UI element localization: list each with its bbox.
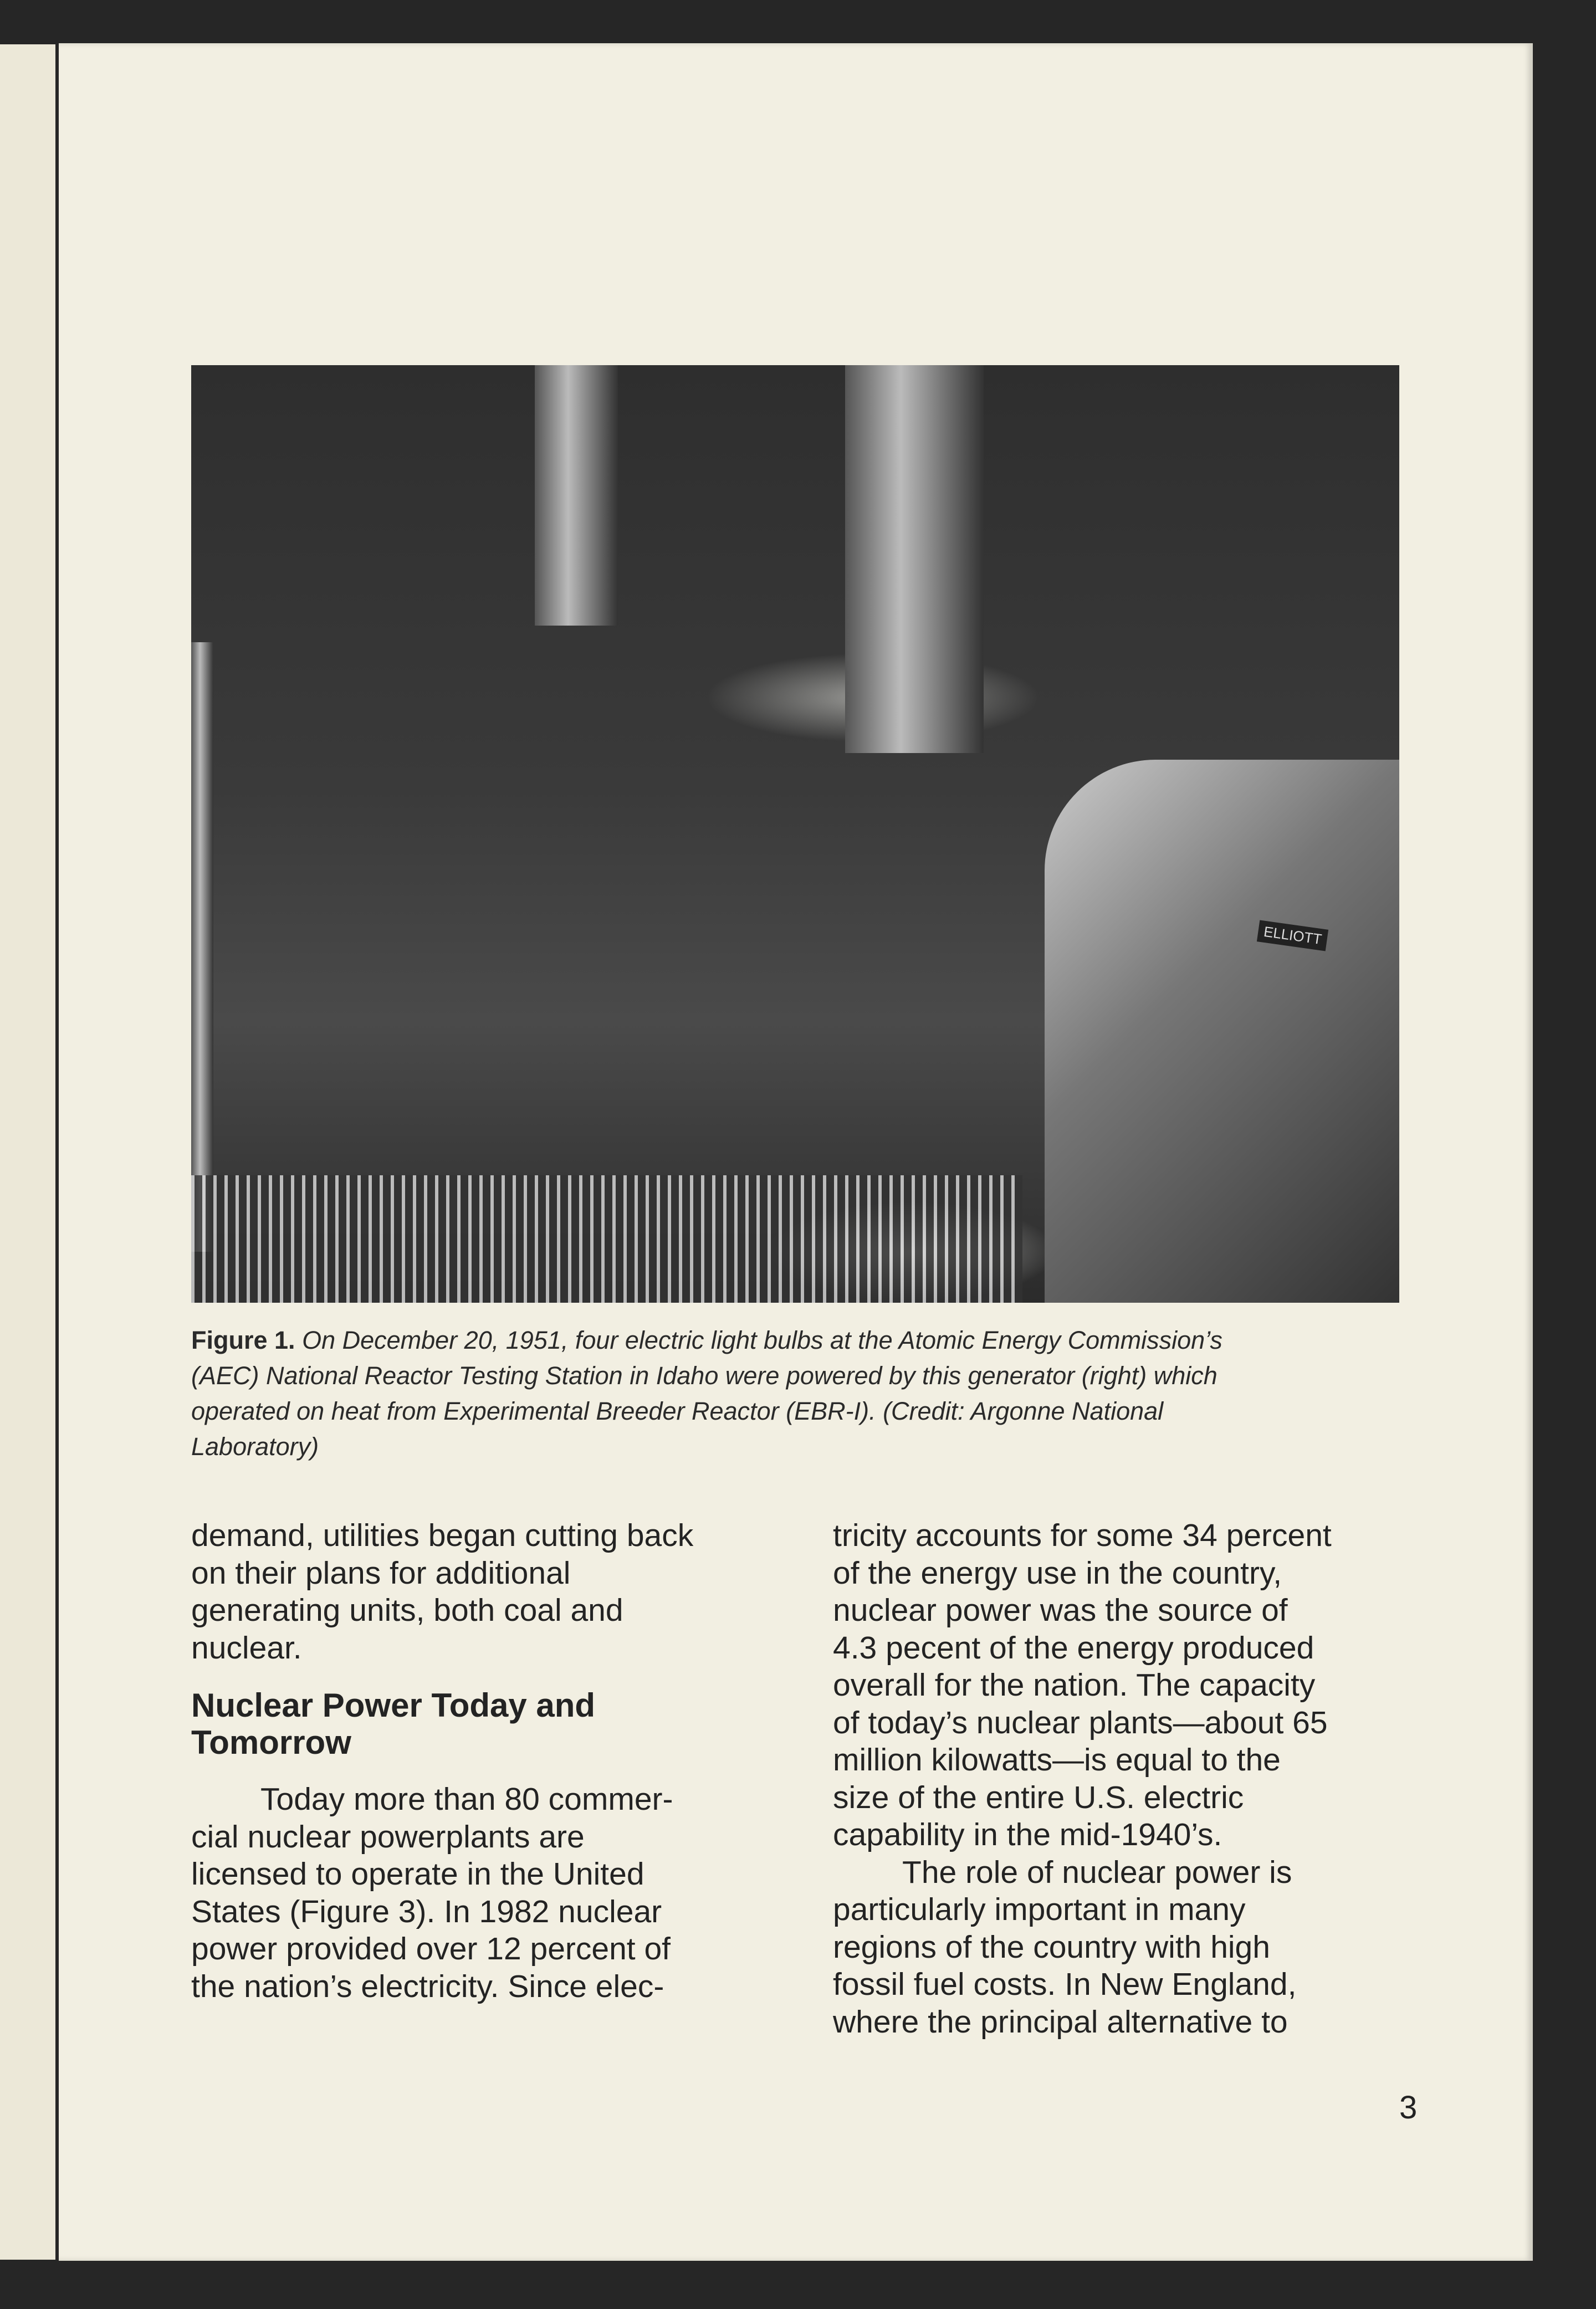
caption-line: Laboratory) [191,1432,319,1461]
text-line: licensed to operate in the United [191,1856,644,1892]
text-line: demand, utilities began cutting back [191,1518,694,1553]
text-line: fossil fuel costs. In New England, [833,1967,1297,2002]
text-line: capability in the mid-1940’s. [833,1817,1222,1852]
text-line: Today more than 80 commer- [260,1781,673,1817]
paragraph [191,1517,779,1667]
paragraph [191,1781,779,2005]
text-line: generating units, both coal and [191,1593,623,1628]
text-line: tricity accounts for some 34 percent [833,1518,1332,1553]
text-line: The role of nuclear power is [902,1854,1292,1890]
generator-nameplate: ELLIOTT [1256,920,1328,951]
text-line: nuclear power was the source of [833,1593,1288,1628]
heading-line: Tomorrow [191,1724,351,1761]
text-line: million kilowatts—is equal to the [833,1742,1281,1778]
text-line: overall for the nation. The capacity [833,1667,1316,1703]
text-column-left [191,1517,779,2005]
caption-label: Figure 1. [191,1326,295,1354]
text-line: power provided over 12 percent of [191,1931,671,1967]
caption-line: operated on heat from Experimental Breeder Reactor (EBR-I). (Credit: Argonne National [191,1397,1164,1425]
text-line: size of the entire U.S. electric [833,1779,1244,1815]
text-line: the nation’s electricity. Since elec- [191,1968,664,2004]
heading-line: Nuclear Power Today and [191,1687,596,1724]
facing-page-edge [0,44,55,2260]
text-line: 4.3 pecent of the energy produced [833,1630,1314,1666]
section-heading [191,1687,779,1761]
text-line: of the energy use in the country, [833,1555,1282,1591]
text-line: cial nuclear powerplants are [191,1819,585,1855]
figure-caption [191,1323,1383,1465]
text-line: nuclear. [191,1630,302,1666]
text-line: particularly important in many [833,1892,1246,1927]
caption-line: On December 20, 1951, four electric light bulbs at the Atomic Energy Commission’s [302,1326,1222,1354]
text-line: of today’s nuclear plants—about 65 [833,1704,1328,1740]
text-line: regions of the country with high [833,1929,1270,1965]
figure-photo-generator [191,365,1399,1303]
paragraph [833,1517,1420,1854]
text-column-right [833,1517,1420,2041]
text-line: where the principal alternative to [833,2004,1288,2040]
text-line: on their plans for additional [191,1555,571,1591]
paragraph [833,1854,1420,2041]
page-number: 3 [1399,2090,1418,2126]
text-line: States (Figure 3). In 1982 nuclear [191,1893,662,1929]
caption-line: (AEC) National Reactor Testing Station in Idaho were powered by this generator (right) which [191,1361,1218,1390]
